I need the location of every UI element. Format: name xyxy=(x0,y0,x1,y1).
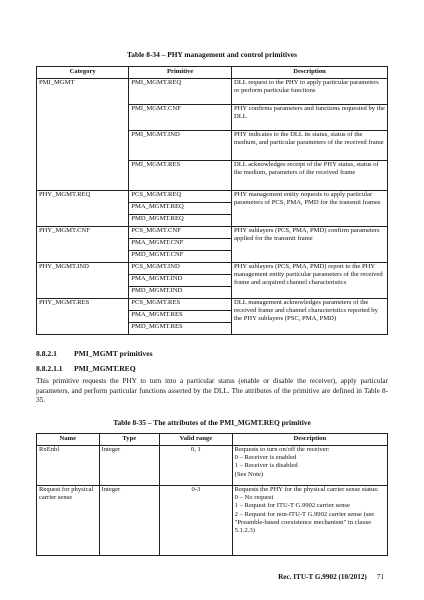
description-line: Requests the PHY for the physical carrier sense status: xyxy=(234,486,379,493)
table-8-34-caption: Table 8-34 – PHY management and control primitives xyxy=(127,50,297,59)
description-cell: PHY confirms parameters and functions requested by the DLL xyxy=(231,105,387,131)
primitive-cell: PCS_MGMT.RES xyxy=(129,299,232,311)
primitive-cell: PMI_MGMT.REQ xyxy=(129,79,232,105)
attribute-range-cell: 0, 1 xyxy=(160,446,233,486)
description-line: 0 – Receiver is enabled xyxy=(234,454,297,462)
primitive-cell: PMD_MGMT.CNF xyxy=(129,251,232,263)
pmi-mgmt-req-attributes-table xyxy=(36,433,388,556)
category-cell: PHY_MGMT.RES xyxy=(37,299,129,335)
section-heading-8-8-2-1 xyxy=(36,349,153,358)
attribute-type-cell: Integer xyxy=(99,446,160,486)
page-footer xyxy=(278,573,384,581)
column-header-type: Type xyxy=(99,434,160,446)
column-header-description: Description xyxy=(231,67,387,79)
description-cell: DLL acknowledges receipt of the PHY status, status of the medium, parameters of the received frame xyxy=(231,161,387,191)
attribute-type-cell: Integer xyxy=(99,486,160,556)
section-number: 8.8.2.1 xyxy=(36,349,57,358)
description-cell: PHY sublayers (PCS, PMA, PMD) report to the PHY management entity particular parameters of the received frame and acquired channel characteristics xyxy=(231,263,387,299)
category-cell: PHY_MGMT.REQ xyxy=(37,191,129,227)
column-header-name: Name xyxy=(37,434,100,446)
section-number: 8.8.2.1.1 xyxy=(36,364,63,373)
description-line: Requests to turn on/off the receiver: xyxy=(234,446,330,453)
page-number: 71 xyxy=(376,573,384,581)
category-cell: PMI_MGMT xyxy=(37,79,129,191)
primitive-cell: PCS_MGMT.CNF xyxy=(129,227,232,239)
section-title: PMI_MGMT.REQ xyxy=(74,364,136,373)
description-cell: DLL management acknowledges parameters of the received frame and channel characteristics reported by the PHY sublayers (PSC, PMA, PMD) xyxy=(231,299,387,335)
primitive-cell: PCS_MGMT.REQ xyxy=(129,191,232,203)
column-header-description: Description xyxy=(232,434,387,446)
primitive-cell: PMI_MGMT.CNF xyxy=(129,105,232,131)
primitive-cell: PMI_MGMT.IND xyxy=(129,131,232,161)
description-line: 1 – Receiver is disabled xyxy=(234,462,298,470)
section-title: PMI_MGMT primitives xyxy=(74,349,153,358)
attribute-description-cell xyxy=(232,446,387,486)
category-cell: PHY_MGMT.CNF xyxy=(37,227,129,263)
table-8-35-caption: Table 8-35 – The attributes of the PMI_MGMT.REQ primitive xyxy=(113,418,311,427)
section-heading-8-8-2-1-1 xyxy=(36,364,136,373)
column-header-primitive: Primitive xyxy=(129,67,232,79)
recommendation-reference: Rec. ITU-T G.9902 (10/2012) xyxy=(278,573,367,581)
primitive-cell: PMA_MGMT.RES xyxy=(129,311,232,323)
attribute-name-cell: Request for physical carrier sense xyxy=(37,486,100,556)
description-cell: PHY management entity requests to apply particular parameters of PCS, PMA, PMD for the transmit frames xyxy=(231,191,387,227)
attribute-name-cell: RxEnbl xyxy=(37,446,100,486)
primitive-cell: PMA_MGMT.REQ xyxy=(129,203,232,215)
description-cell: PHY indicates to the DLL its status, status of the medium, and particular parameters of the received frame xyxy=(231,131,387,161)
description-line: 2 – Request for non-ITU-T G.9902 carrier sense (see "Preamble-based coexistence mechanism" in clause 5.1.2.3) xyxy=(234,510,375,535)
attribute-description-cell xyxy=(232,486,387,556)
description-line: (See Note) xyxy=(234,470,264,478)
primitive-cell: PMD_MGMT.IND xyxy=(129,287,232,299)
primitive-cell: PCS_MGMT.IND xyxy=(129,263,232,275)
primitive-cell: PMA_MGMT.CNF xyxy=(129,239,232,251)
primitive-cell: PMD_MGMT.REQ xyxy=(129,215,232,227)
phy-management-primitives-table xyxy=(36,66,388,335)
description-line: 1 – Request for ITU-T G.9902 carrier sense xyxy=(234,502,350,510)
primitive-cell: PMD_MGMT.RES xyxy=(129,323,232,335)
column-header-category: Category xyxy=(37,67,129,79)
body-paragraph: This primitive requests the PHY to turn into a particular status (enable or disable the receiver), apply particular parameters, and perform particular functions asserted by the DLL. The attributes of the primitive are defined in Table 8-35. xyxy=(36,377,388,405)
primitive-cell: PMI_MGMT.RES xyxy=(129,161,232,191)
description-line: 0 – No request xyxy=(234,494,274,502)
category-cell: PHY_MGMT.IND xyxy=(37,263,129,299)
description-cell: PHY sublayers (PCS, PMA, PMD) confirm parameters applied for the transmit frame xyxy=(231,227,387,263)
primitive-cell: PMA_MGMT.IND xyxy=(129,275,232,287)
attribute-range-cell: 0-3 xyxy=(160,486,233,556)
column-header-valid-range: Valid range xyxy=(160,434,233,446)
description-cell: DLL request to the PHY to apply particular parameters or perform particular functions xyxy=(231,79,387,105)
